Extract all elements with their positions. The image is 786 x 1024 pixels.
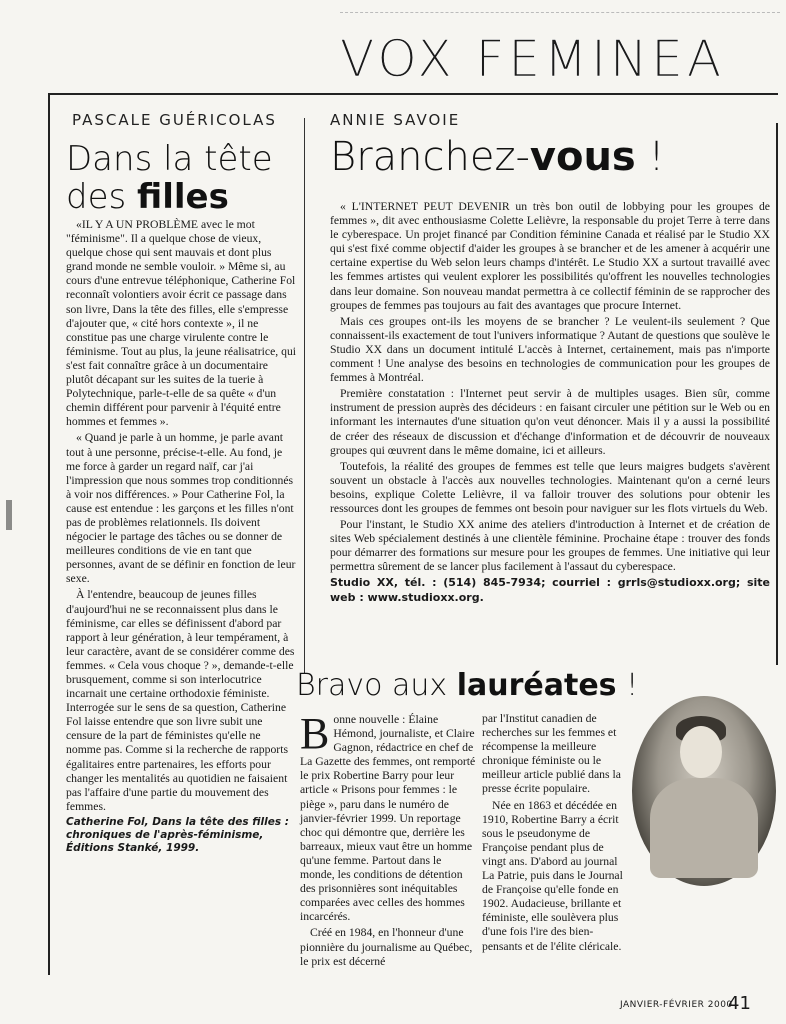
bravo-paragraph: par l'Institut canadien de recherches sur les femmes et récompense la meilleure chronique féministe ou le meilleur article publié dans la presse écrite populaire. bbox=[482, 712, 621, 796]
right-paragraph: « L'INTERNET PEUT DEVENIR un très bon outil de lobbying pour les groupes de femmes », dit avec enthousiasme Colette Lelièvre, la responsable du projet Terre à terre dans le cyberespace. Un projet financé par Condition féminine Canada et réalisé par le Studio XX qui s'est fixé comme objectif d'aider les groupes à se brancher et de les amener à acquérir une certaine expertise du Web selon leurs champs d'intérêt. Le Studio XX a surtout travaillé avec les femmes artistes qui veulent explorer les possibilités qu'offrent les nouvelles technologies dans leur domaine. Son nouveau mandat permettra à ce collectif féminin de se rapprocher des groupes de femmes pas toujours au fait des avantages que procure Internet. bbox=[330, 200, 770, 312]
binding-mark bbox=[6, 500, 12, 530]
right-headline bbox=[330, 134, 770, 180]
left-paragraph: « Quand je parle à un homme, je parle avant tout à une personne, précise-t-elle. Au fond, je me force à garder un regard naïf, car j'ai l'impression que nous sommes trop conditionnés à voir nos différences. » Pour Catherine Fol, la cause est entendue : les garçons et les filles n'ont pas de problèmes relationnels. Ils doivent négocier le partage des tâches ou se donner de meilleures conditions de vie en tant que personnes, avant de se définir en fonction de leur sexe. bbox=[66, 431, 296, 586]
masthead: VOX FEMINEA bbox=[340, 30, 726, 88]
book-credit-line: chroniques de l'après-féminisme, bbox=[66, 828, 264, 841]
right-headline-end: ! bbox=[635, 134, 665, 180]
left-headline bbox=[66, 140, 296, 216]
right-headline-bold: vous bbox=[529, 134, 636, 180]
bravo-column-2 bbox=[482, 712, 630, 956]
right-paragraph: Mais ces groupes ont-ils les moyens de se brancher ? Le veulent-ils seulement ? Que connaissent-ils exactement de tout l'univers informatique ? Autant de questions que soulève le Studio XX dans un document intitulé L'accès à Internet, certainement, mais pas n'importe comment ! Une analyse des besoins en technologies de communication pour les groupes de femmes à Montréal. bbox=[330, 314, 770, 385]
left-headline-des: des bbox=[66, 177, 138, 217]
left-article-body bbox=[66, 218, 298, 855]
bravo-headline-bold: lauréates bbox=[456, 668, 617, 703]
right-headline-text: Branchez- bbox=[330, 134, 530, 180]
bravo-paragraph: Créé en 1984, en l'honneur d'une pionnière du journalisme au Québec, le prix est décerné bbox=[300, 926, 473, 968]
contact-line: Studio XX, tél. : (514) 845-7934; courriel : grrls@studioxx.org; site web : www.studioxx.org. bbox=[330, 576, 770, 604]
right-author: ANNIE SAVOIE bbox=[330, 111, 461, 129]
portrait-photo bbox=[632, 696, 776, 886]
issue-date: JANVIER-FÉVRIER 2000 bbox=[620, 1000, 733, 1010]
column-separator bbox=[304, 118, 305, 674]
book-credit-line: Éditions Stanké, 1999. bbox=[66, 841, 200, 854]
book-credit-line: Catherine Fol, Dans la tête des filles : bbox=[66, 815, 289, 828]
right-paragraph: Pour l'instant, le Studio XX anime des ateliers d'introduction à Internet et de création de sites Web spécialement destinés à une clientèle féminine. Prochaine étape : trouver des fonds pour démarrer des formations sur mesure pour les groupes de femmes. Une initiative qui leur permettra sûrement de se lancer plus facilement à l'assaut du cyberespace. bbox=[330, 518, 770, 574]
left-paragraph: «IL Y A UN PROBLÈME avec le mot "féminisme". Il a quelque chose de vieux, quelque chose qui sent mauvais et dont plus grand monde ne semble vouloir. » Même si, au cours d'une entrevue téléphonique, Catherine Fol reconnaît volontiers avoir écrit ce passage dans son livre, Dans la tête des filles, elle s'empresse d'ajouter que, « cité hors contexte », il ne constitue pas une charge virulente contre le féminisme. Tout au plus, la jeune réalisatrice, qui s'est fait connaître grâce à un documentaire plutôt décapant sur les suites de la tuerie à Polytechnique, parle-t-elle de sa quête « d'un chemin différent pour parvenir à l'équité entre hommes et femmes ». bbox=[66, 218, 297, 429]
bravo-column-1 bbox=[300, 709, 476, 971]
right-paragraph: Toutefois, la réalité des groupes de femmes est telle que leurs maigres budgets s'avèrent souvent un obstacle à l'accès aux nouvelles technologies. Maintenant qu'on a cerné leurs besoins, explique Colette Lelièvre, il va falloir trouver des solutions pour obtenir les ressources dont les groupes de femmes ont besoin pour naviguer sur les flots virtuels du Web. bbox=[330, 459, 770, 515]
bravo-headline-end: ! bbox=[616, 668, 639, 703]
left-paragraph: À l'entendre, beaucoup de jeunes filles d'aujourd'hui ne se reconnaissent plus dans le féminisme, car elles se définissent d'abord par rapport à leur génération, à leur tempérament, à leur caractère, avant de se considérer comme des femmes. « Cela vous choque ? », demande-t-elle brusquement, comme si son interlocutrice incarnait une certaine orthodoxie féministe. Interrogée sur le sens de sa question, Catherine Fol laisse entendre que son livre subit une censure de la part de féministes qu'elle ne nomme pas. Comme si la recherche de rapports égalitaires entre partenaires, les efforts pour changer les mentalités au quotidien ne faisaient pas l'affaire d'une partie du mouvement des femmes. bbox=[66, 588, 295, 813]
bravo-text: onne nouvelle : Élaine Hémond, journaliste, et Claire Gagnon, rédactrice en chef de La Gazette des femmes, ont remporté le prix Robertine Barry pour leur article « Prisons pour femmes : le piège », paru dans le numéro de janvier-février 1999. Un reportage choc qui démontre que, derrière les barreaux, mieux vaut être un homme qu'une femme. Partout dans le monde, les conditions de détention des prisonnières sont inéquitables comparées avec celles des hommes incarcérés. bbox=[300, 713, 476, 924]
portrait-face bbox=[680, 726, 722, 778]
page-number: 41 bbox=[728, 993, 751, 1014]
left-headline-line2 bbox=[66, 178, 296, 216]
portrait-dress bbox=[650, 778, 758, 878]
book-credit bbox=[66, 816, 298, 855]
bravo-headline bbox=[296, 668, 638, 703]
right-paragraph: Première constatation : l'Internet peut servir à de multiples usages. Bien sûr, comme instrument de pression auprès des décideurs : en faisant circuler une pétition sur le Web ou en informant les internautes d'une situation qu'on veut dénoncer. Mais il y a aussi la possibilité de créer des réseaux de discussion et d'échange d'information et de découvrir de nouveaux groupes qui œuvrent dans le même domaine, ici et ailleurs. bbox=[330, 387, 770, 457]
bravo-headline-text: Bravo aux bbox=[296, 668, 457, 703]
left-author: PASCALE GUÉRICOLAS bbox=[72, 111, 277, 129]
bravo-paragraph bbox=[300, 709, 476, 924]
left-headline-bold: filles bbox=[137, 177, 229, 217]
bravo-paragraph: Née en 1863 et décédée en 1910, Robertine Barry a écrit sous le pseudonyme de Françoise pendant plus de vingt ans. D'abord au journal La Patrie, puis dans le Journal de Françoise qu'elle fonde en 1902. Audacieuse, brillante et féministe, elle soulèvera plus d'une fois l'ire des bien-pensants et de l'élite cléricale. bbox=[482, 798, 623, 953]
dropcap: B bbox=[300, 709, 330, 758]
right-article-body bbox=[330, 200, 770, 605]
top-rule bbox=[340, 12, 780, 13]
left-headline-line1: Dans la tête bbox=[66, 139, 273, 179]
